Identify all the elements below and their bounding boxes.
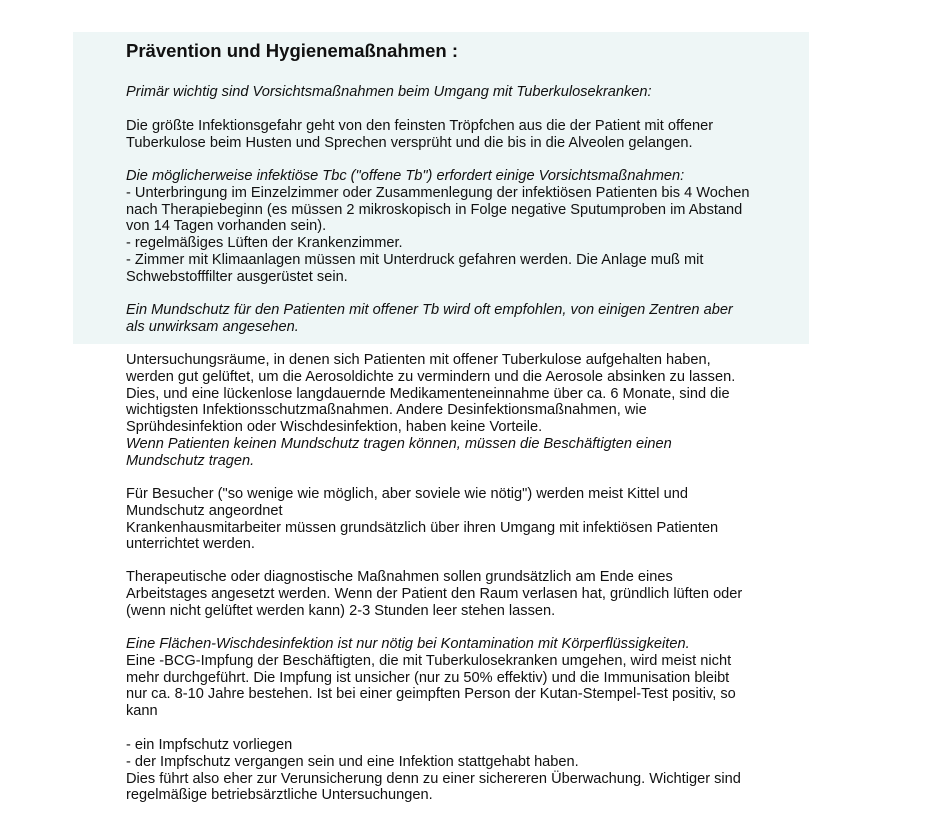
list-line: - Zimmer mit Klimaanlagen müssen mit Unterdruck gefahren werden. Die Anlage muß mit	[126, 251, 704, 268]
list-line: nach Therapiebeginn (es müssen 2 mikroskopisch in Folge negative Sputumproben im Abstand	[126, 201, 743, 218]
bcg-vaccination-paragraph	[126, 636, 736, 720]
text-line: Untersuchungsräume, in denen sich Patienten mit offener Tuberkulose aufgehalten haben,	[126, 352, 711, 368]
list-line: - der Impfschutz vergangen sein und eine Infektion stattgehabt haben.	[126, 753, 579, 770]
text-line: Mundschutz angeordnet	[126, 502, 283, 519]
intro-paragraph	[126, 84, 652, 101]
page-title: Prävention und Hygienemaßnahmen :	[126, 40, 459, 61]
text-line: Therapeutische oder diagnostische Maßnahmen sollen grundsätzlich am Ende eines	[126, 569, 673, 585]
text-line: (wenn nicht gelüftet werden kann) 2-3 Stunden leer stehen lassen.	[126, 602, 556, 619]
text-line: Für Besucher ("so wenige wie möglich, aber soviele wie nötig") werden meist Kittel und	[126, 486, 688, 502]
text-line: als unwirksam angesehen.	[126, 318, 299, 335]
text-line: unterrichtet werden.	[126, 536, 255, 553]
text-line: Eine -BCG-Impfung der Beschäftigten, die mit Tuberkulosekranken umgehen, wird meist nicht	[126, 652, 732, 669]
precautions-paragraph	[126, 168, 750, 286]
text-line: Eine Flächen-Wischdesinfektion ist nur nötig bei Kontamination mit Körperflüssigkeiten.	[126, 636, 690, 652]
list-line: - regelmäßiges Lüften der Krankenzimmer.	[126, 235, 403, 252]
infection-risk-paragraph	[126, 118, 713, 152]
text-line: Dies, und eine lückenlose langdauernde Medikamenteneinnahme über ca. 6 Monate, sind die	[126, 385, 730, 402]
visitors-paragraph	[126, 486, 718, 553]
text-line: nur ca. 8-10 Jahre bestehen. Ist bei einer geimpften Person der Kutan-Stempel-Test positiv, so	[126, 686, 736, 703]
examination-rooms-paragraph	[126, 352, 735, 470]
text-line: Sprühdesinfektion oder Wischdesinfektion, haben keine Vorteile.	[126, 419, 543, 436]
text-line: mehr durchgeführt. Die Impfung ist unsicher (nur zu 50% effektiv) und die Immunisation bleibt	[126, 669, 730, 686]
list-line: von 14 Tagen vorhanden sein).	[126, 218, 327, 235]
precautions-heading: Die möglicherweise infektiöse Tbc ("offene Tb") erfordert einige Vorsichtsmaßnahmen:	[126, 168, 685, 184]
text-line: regelmäßige betriebsärztliche Untersuchungen.	[126, 787, 433, 804]
list-line: - Unterbringung im Einzelzimmer oder Zusammenlegung der infektiösen Patienten bis 4 Wochen	[126, 184, 750, 201]
text-line: Ein Mundschutz für den Patienten mit offener Tb wird oft empfohlen, von einigen Zentren aber	[126, 302, 733, 318]
text-line: Arbeitstages angesetzt werden. Wenn der Patient den Raum verlasen hat, gründlich lüften oder	[126, 585, 743, 602]
text-line: Dies führt also eher zur Verunsicherung denn zu einer sichereren Überwachung. Wichtiger sind	[126, 770, 741, 787]
list-line: Schwebstofffilter ausgerüstet sein.	[126, 268, 348, 285]
procedures-paragraph	[126, 569, 742, 619]
text-line: Mundschutz tragen.	[126, 452, 255, 469]
text-line: Primär wichtig sind Vorsichtsmaßnahmen beim Umgang mit Tuberkulosekranken:	[126, 84, 652, 100]
mask-note-paragraph	[126, 302, 733, 336]
text-line: Tuberkulose beim Husten und Sprechen versprüht und die bis in die Alveolen gelangen.	[126, 134, 693, 151]
text-line: kann	[126, 703, 158, 720]
text-line: wichtigsten Infektionsschutzmaßnahmen. Andere Desinfektionsmaßnahmen, wie	[126, 402, 647, 419]
text-line: Krankenhausmitarbeiter müssen grundsätzlich über ihren Umgang mit infektiösen Patienten	[126, 519, 719, 536]
text-line: Die größte Infektionsgefahr geht von den feinsten Tröpfchen aus die der Patient mit offener	[126, 118, 714, 134]
conclusion-paragraph	[126, 737, 741, 804]
list-line: - ein Impfschutz vorliegen	[126, 737, 293, 753]
text-line: Wenn Patienten keinen Mundschutz tragen können, müssen die Beschäftigten einen	[126, 435, 672, 452]
text-line: werden gut gelüftet, um die Aerosoldichte zu vermindern und die Aerosole absinken zu lassen.	[126, 368, 736, 385]
